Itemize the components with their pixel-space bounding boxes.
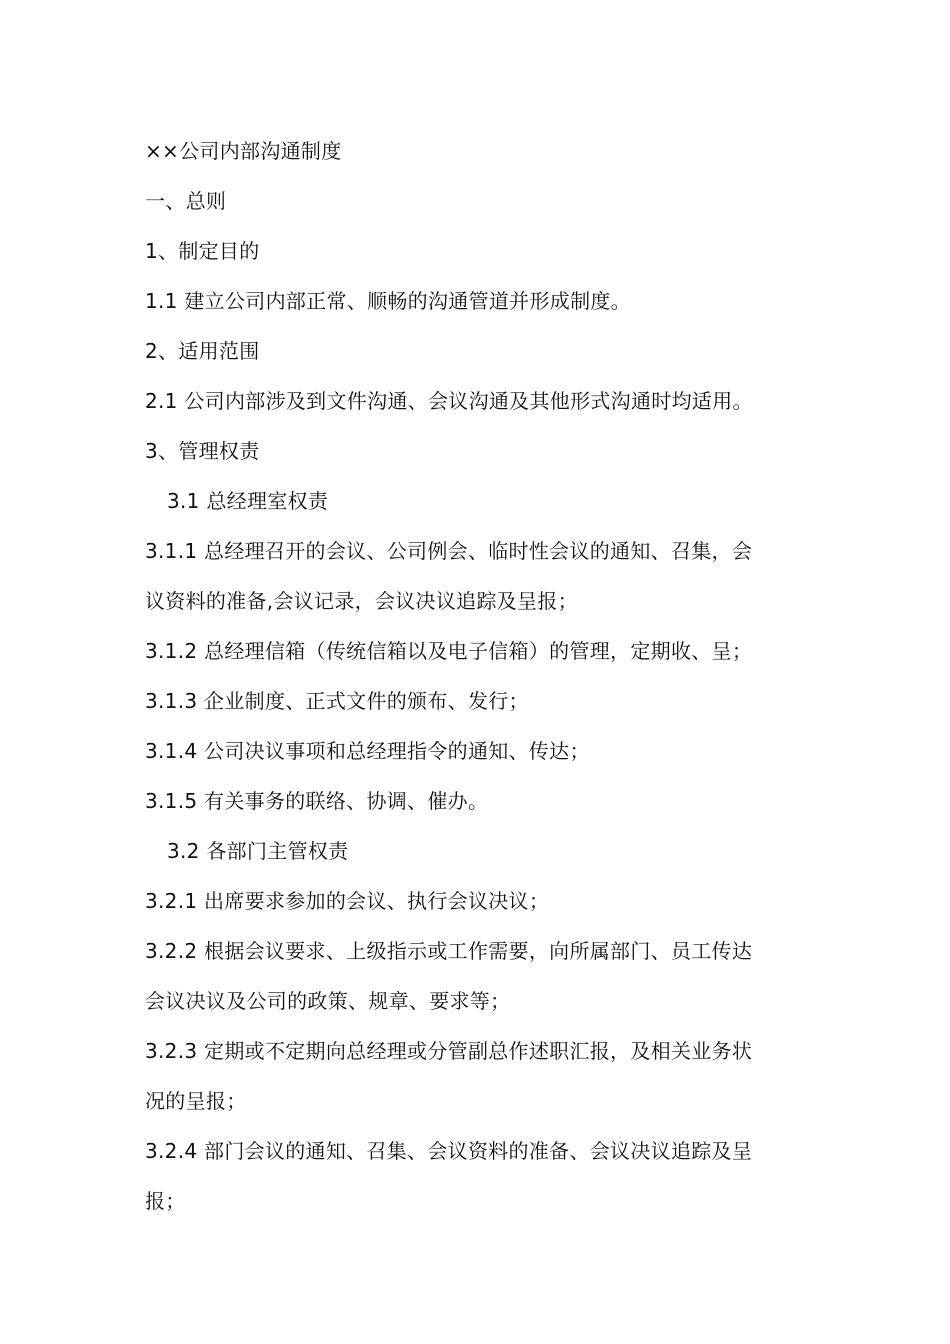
paragraph-3-2-3-continued: 况的呈报； [145, 1089, 247, 1113]
section-heading-general: 一、总则 [145, 189, 227, 213]
paragraph-3-1-4: 3.1.4 公司决议事项和总经理指令的通知、传达； [145, 739, 590, 763]
document-body [145, 126, 810, 1226]
paragraph-3-2-2: 3.2.2 根据会议要求、上级指示或工作需要，向所属部门、员工传达 [145, 939, 753, 963]
paragraph-3-2-4: 3.2.4 部门会议的通知、召集、会议资料的准备、会议决议追踪及呈 [145, 1139, 753, 1163]
subsection-heading-responsibilities: 3、管理权责 [145, 439, 260, 463]
paragraph-3-2-3: 3.2.3 定期或不定期向总经理或分管副总作述职汇报，及相关业务状 [145, 1039, 753, 1063]
paragraph-3-2-2-continued: 会议决议及公司的政策、规章、要求等； [145, 989, 511, 1013]
paragraph-3-1-1: 3.1.1 总经理召开的会议、公司例会、临时性会议的通知、召集，会 [145, 539, 753, 563]
subsection-heading-purpose: 1、制定目的 [145, 239, 260, 263]
paragraph-3-1-5: 3.1.5 有关事务的联络、协调、催办。 [145, 789, 489, 813]
paragraph-3-2-4-continued: 报； [145, 1189, 186, 1213]
paragraph-1-1: 1.1 建立公司内部正常、顺畅的沟通管道并形成制度。 [145, 289, 631, 313]
paragraph-3-1-2: 3.1.2 总经理信箱（传统信箱以及电子信箱）的管理，定期收、呈； [145, 639, 753, 663]
document-title: ××公司内部沟通制度 [145, 139, 342, 163]
paragraph-2-1: 2.1 公司内部涉及到文件沟通、会议沟通及其他形式沟通时均适用。 [145, 389, 753, 413]
paragraph-3-1-1-continued: 议资料的准备,会议记录，会议决议追踪及呈报； [145, 589, 578, 613]
paragraph-3-1-3: 3.1.3 企业制度、正式文件的颁布、发行； [145, 689, 529, 713]
paragraph-3-2-1: 3.2.1 出席要求参加的会议、执行会议决议； [145, 889, 550, 913]
subsection-heading-3-1: 3.1 总经理室权责 [167, 489, 329, 513]
subsection-heading-3-2: 3.2 各部门主管权责 [167, 839, 349, 863]
subsection-heading-scope: 2、适用范围 [145, 339, 260, 363]
